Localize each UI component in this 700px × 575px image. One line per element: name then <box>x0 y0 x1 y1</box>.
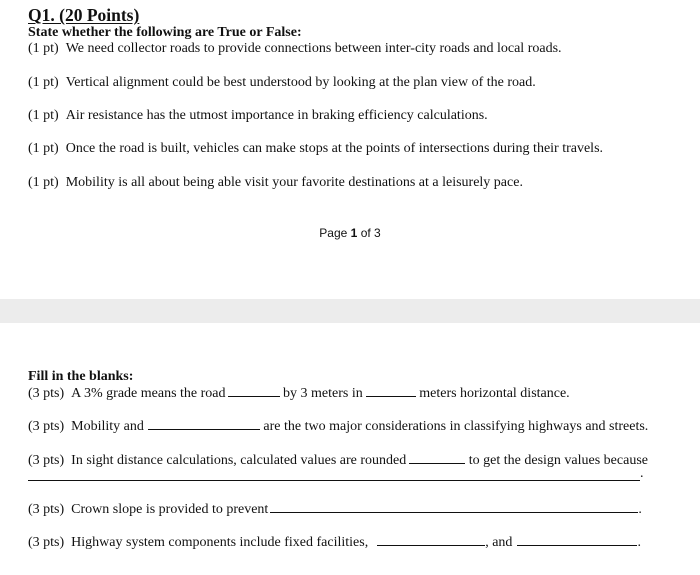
statement-text: We need collector roads to provide connections between inter-city roads and local roads. <box>65 41 562 56</box>
answer-blank[interactable] <box>409 451 465 464</box>
statement-text: Mobility is all about being able visit your favorite destinations at a leisurely pace. <box>65 175 523 190</box>
points-label: (1 pt) <box>28 41 59 56</box>
tf-item-2 <box>28 75 536 91</box>
points-label: (1 pt) <box>28 175 59 190</box>
blank-text: In sight distance calculations, calculated values are rounded <box>71 453 407 468</box>
answer-blank[interactable] <box>366 384 416 397</box>
tf-item-3 <box>28 108 488 124</box>
fill-section-title: Fill in the blanks: <box>28 369 134 384</box>
blank-text: Highway system components include fixed facilities, <box>71 535 369 550</box>
statement-text: Once the road is built, vehicles can make stops at the points of intersections during their travels. <box>65 141 604 156</box>
answer-blank[interactable] <box>148 417 260 430</box>
end-period: . <box>640 466 644 481</box>
answer-blank[interactable] <box>228 384 280 397</box>
fill-item-1 <box>28 384 570 402</box>
blank-text: Crown slope is provided to prevent <box>71 502 269 517</box>
tf-item-1 <box>28 41 562 57</box>
answer-blank[interactable] <box>377 533 485 546</box>
blank-text: to get the design values because <box>468 453 648 468</box>
fill-item-4 <box>28 500 642 518</box>
points-label: (3 pts) <box>28 386 65 401</box>
fill-item-5 <box>28 533 641 551</box>
statement-text: Air resistance has the utmost importance in braking efficiency calculations. <box>65 108 488 123</box>
page-separator <box>0 299 700 323</box>
end-period: . <box>638 502 642 517</box>
points-label: (3 pts) <box>28 535 65 550</box>
blank-text: Mobility and <box>71 419 144 434</box>
answer-blank[interactable] <box>28 466 640 481</box>
points-label: (3 pts) <box>28 453 65 468</box>
question-title: Q1. (20 Points) <box>28 5 140 25</box>
answer-blank[interactable] <box>270 500 638 513</box>
blank-text: by 3 meters in <box>283 386 363 401</box>
tf-item-5 <box>28 175 523 191</box>
tf-item-4 <box>28 141 603 157</box>
points-label: (1 pt) <box>28 141 59 156</box>
statement-text: Vertical alignment could be best understood by looking at the plan view of the road. <box>65 75 536 90</box>
blank-text: meters horizontal distance. <box>419 386 570 401</box>
points-label: (3 pts) <box>28 419 65 434</box>
answer-blank[interactable] <box>517 533 637 546</box>
page-number: Page 1 of 3 <box>319 226 381 240</box>
blank-text: A 3% grade means the road <box>71 386 226 401</box>
end-period: . <box>637 535 641 550</box>
points-label: (1 pt) <box>28 75 59 90</box>
blank-text: are the two major considerations in classifying highways and streets. <box>263 419 649 434</box>
question-instruction: State whether the following are True or False: <box>28 25 302 40</box>
points-label: (1 pt) <box>28 108 59 123</box>
points-label: (3 pts) <box>28 502 65 517</box>
fill-item-2 <box>28 417 648 435</box>
blank-text: , and <box>485 535 513 550</box>
